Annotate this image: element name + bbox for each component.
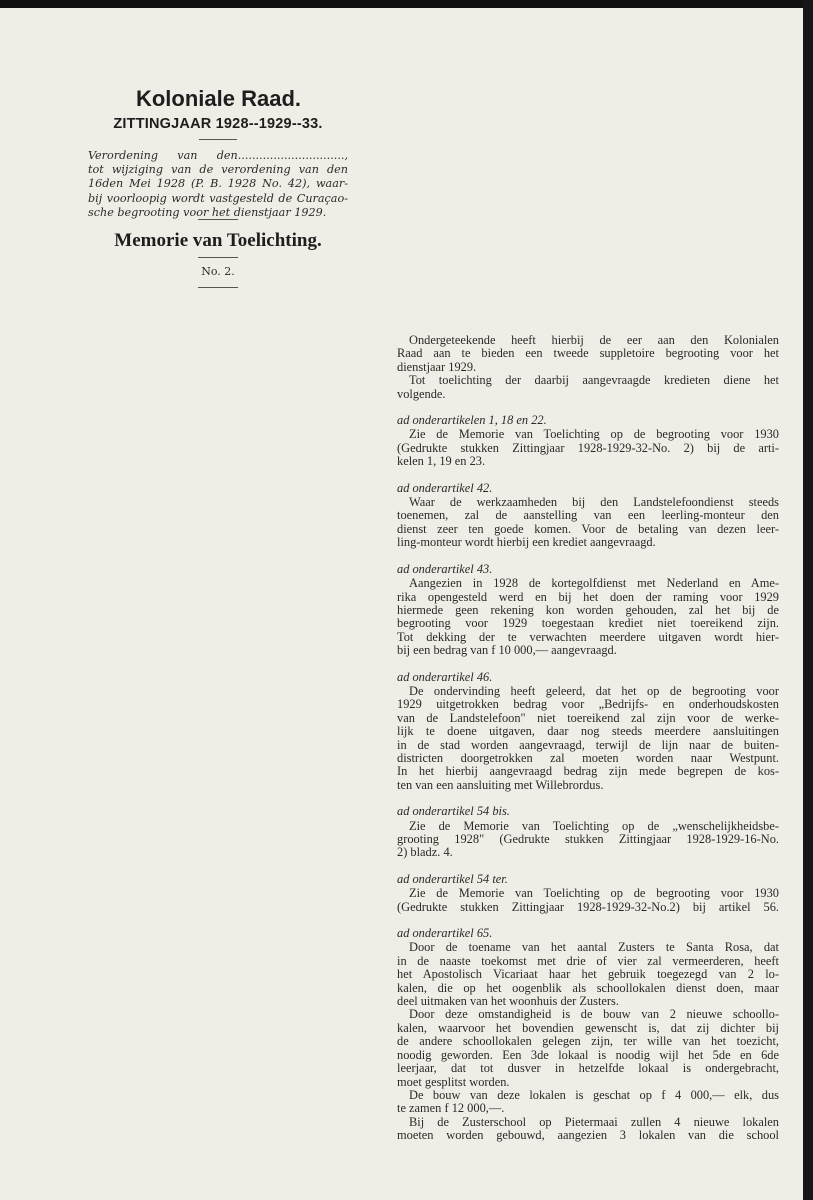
text-line: begrooting voor 1929 toegestaan krediet niet toereikend zijn.	[397, 616, 779, 631]
text-line: ten van een aansluiting met Willebrordus.	[397, 777, 604, 792]
text-line: 1929 uitgetrokken bedrag voor „Bedrijfs- en onderhoudskosten	[397, 697, 779, 712]
text-line: (Gedrukte stukken Zittingjaar 1928-1929-32-No.2) bij artikel 56.	[397, 899, 779, 914]
text-line: het Apostolisch Vicariaat haar het gebruik toegezegd van 2 lo-	[397, 967, 779, 982]
text-line: lijk te doene uitgaven, daar nog steeds meerdere aansluitingen	[397, 724, 779, 739]
ordinance-line: Verordening van den..............................,	[88, 149, 348, 162]
text-line: districten doorgetrokken zal moeten worden naar Westpunt.	[397, 750, 779, 765]
text-line: 2) bladz. 4.	[397, 845, 453, 860]
text-line: rika opengesteld werd en bij het doen der raming voor 1929	[397, 589, 779, 604]
divider	[199, 139, 237, 140]
ordinance-line: tot wijziging van de verordening van den	[88, 163, 348, 177]
text-line: Tot toelichting der daarbij aangevraagde kredieten diene het	[409, 373, 779, 388]
text-line: kelen 1, 19 en 23.	[397, 454, 486, 469]
text-line: Aangezien in 1928 de kortegolfdienst met Nederland en Ame-	[409, 576, 779, 591]
text-line: Zie de Memorie van Toelichting op de begrooting voor 1930	[409, 427, 779, 442]
text-line: van de Landstelefoon" niet toereikend zal zijn voor de werke-	[397, 710, 779, 725]
text-line: volgende.	[397, 386, 446, 401]
text-line: kalen, waarvoor het bovendien gewenscht is, dat zij dichter bij	[397, 1020, 779, 1035]
text-line: Tot dekking der te verwachten meerdere uitgaven wordt hier-	[397, 629, 779, 644]
section-heading: ad onderartikel 54 bis.	[397, 804, 510, 819]
text-line: Raad aan te bieden een tweede suppletoire begrooting voor het	[397, 346, 779, 361]
text-line: hiermede geen rekening kon worden gehouden, zal het bij de	[397, 602, 779, 617]
text-line: Zie de Memorie van Toelichting op de „wenschelijkheidsbe-	[409, 818, 779, 833]
text-line: in de naaste toekomst met drie of vier zal vermeerderen, heeft	[397, 953, 779, 968]
council-title: Koloniale Raad.	[135, 86, 302, 111]
text-line: Waar de werkzaamheden bij den Landstelefoondienst steeds	[409, 495, 779, 510]
text-line: bij een bedrag van f 10 000,— aangevraagd.	[397, 643, 617, 658]
ordinance-line: 16den Mei 1928 (P. B. 1928 No. 42), waar-	[88, 177, 348, 191]
ordinance-line: bij voorloopig wordt vastgesteld de Curaçao-	[88, 191, 348, 205]
text-line: Zie de Memorie van Toelichting op de begrooting voor 1930	[409, 886, 779, 901]
ordinance-description	[88, 149, 348, 220]
memo-number: No. 2.	[201, 265, 235, 278]
text-line: te zamen f 12 000,—.	[397, 1101, 505, 1116]
divider	[198, 287, 238, 288]
text-line: grooting 1928" (Gedrukte stukken Zittingjaar 1928-1929-16-No.	[397, 832, 779, 846]
text-line: dienst zeer ten goede komen. Voor de betaling van dezen leer-	[397, 521, 779, 536]
section-heading: ad onderartikel 54 ter.	[397, 871, 508, 886]
section-heading: ad onderartikel 43.	[397, 561, 493, 576]
divider	[198, 219, 238, 220]
text-line: ling-monteur wordt hierbij een krediet aangevraagd.	[397, 535, 656, 550]
text-line: Door deze omstandigheid is de bouw van 2 nieuwe schoollo-	[409, 1007, 779, 1022]
text-line: kalen, die op het oogenblik als schoollokalen dienst doen, maar	[397, 980, 779, 995]
section-heading: ad onderartikel 42.	[397, 480, 493, 495]
text-line: De bouw van deze lokalen is geschat op f 4 000,— elk, dus	[409, 1087, 779, 1102]
text-line: In het hierbij aangevraagd bedrag zijn mede begrepen de kos-	[397, 764, 779, 779]
text-line: in de stad worden aangevraagd, terwijl de lijn naar de buiten-	[397, 737, 779, 752]
session-year: ZITTINGJAAR 1928--1929--33.	[113, 116, 323, 132]
scan-top-border	[0, 0, 813, 8]
text-line: Bij de Zusterschool op Pietermaai zullen 4 nieuwe lokalen	[409, 1114, 779, 1129]
memo-title: Memorie van Toelichting.	[114, 230, 322, 251]
text-line: deel uitmaken van het woonhuis der Zusters.	[397, 994, 619, 1009]
text-line: moet gesplitst worden.	[397, 1074, 510, 1089]
text-line: Ondergeteekende heeft hierbij de eer aan den Kolonialen	[409, 333, 779, 347]
text-line: dienstjaar 1929.	[397, 359, 477, 374]
text-line: toenemen, zal de aanstelling van een leerling-monteur den	[397, 508, 779, 523]
ordinance-line: sche begrooting voor het dienstjaar 1929.	[88, 205, 327, 219]
section-heading: ad onderartikel 65.	[397, 926, 493, 941]
section-heading: ad onderartikelen 1, 18 en 22.	[397, 413, 547, 428]
divider	[198, 257, 238, 258]
text-line: leerjaar, dat tot dusver in hetzelfde lokaal is ondergebracht,	[397, 1061, 779, 1076]
text-line: Door de toename van het aantal Zusters te Santa Rosa, dat	[409, 940, 779, 955]
text-line: De ondervinding heeft geleerd, dat het op de begrooting voor	[409, 683, 779, 698]
scan-right-border	[803, 0, 813, 1200]
section-heading: ad onderartikel 46.	[397, 669, 493, 684]
text-line: (Gedrukte stukken Zittingjaar 1928-1929-32-No. 2) bij de arti-	[397, 440, 779, 455]
text-line: de andere schoollokalen gelegen zijn, ter wille van het toezicht,	[397, 1034, 779, 1049]
body-text	[397, 334, 779, 1143]
text-line: noodig geworden. Een 3de lokaal is noodig wijl het 5de en 6de	[397, 1047, 779, 1062]
text-line: moeten worden gebouwd, aangezien 3 lokalen van die school	[397, 1128, 779, 1143]
